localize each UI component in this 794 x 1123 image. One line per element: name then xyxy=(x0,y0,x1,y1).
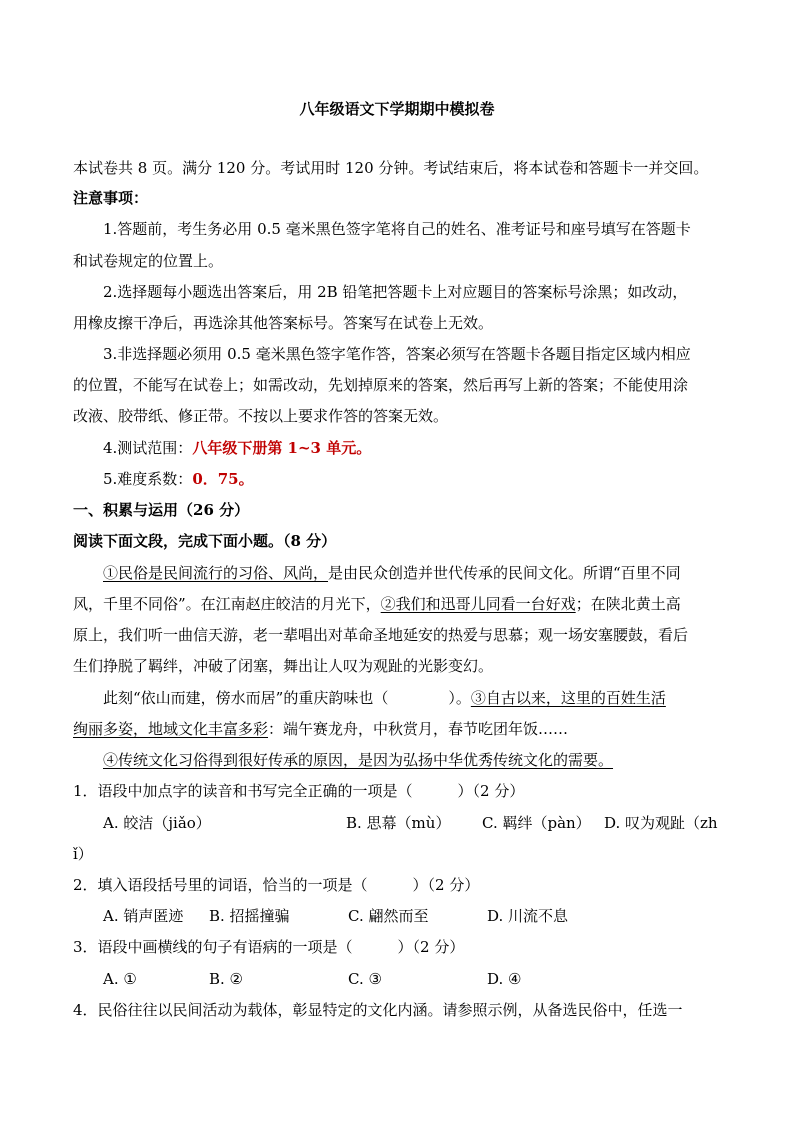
question-3: 3．语段中画横线的句子有语病的一项是（ ）（2 分） xyxy=(73,938,465,956)
notice-item-2-line-1: 2.选择题每小题选出答案后，用 2B 铅笔把答题卡上对应题目的答案标号涂黑；如改动， xyxy=(103,283,688,301)
question-3-option-a[interactable]: A. ① xyxy=(103,970,137,988)
passage-paragraph-1-line-3: 原上，我们听一曲信天游，老一辈唱出对革命圣地延安的热爱与思慕；观一场安塞腰鼓，看后 xyxy=(73,626,689,644)
question-2-option-a[interactable]: A. 销声匿迹 xyxy=(103,907,184,925)
question-2-option-c[interactable]: C. 翩然而至 xyxy=(348,907,429,925)
question-3-option-b[interactable]: B. ② xyxy=(209,970,244,988)
underlined-sentence-4: ④传统文化习俗得到很好传承的原因，是因为弘扬中华优秀传统文化的需要。 xyxy=(103,751,614,769)
question-1: 1．语段中加点字的读音和书写完全正确的一项是（ ）（2 分） xyxy=(73,782,525,800)
underlined-sentence-2: ②我们和迅哥儿同看一台好戏 xyxy=(380,595,576,613)
passage-paragraph-1-line-1 xyxy=(103,562,723,584)
notice-item-5 xyxy=(103,468,723,490)
notice-item-4-label: 4.测试范围： xyxy=(103,439,193,457)
test-scope-value: 八年级下册第 1~3 单元。 xyxy=(192,439,372,457)
notice-item-3-line-2: 的位置，不能写在试卷上；如需改动，先划掉原来的答案，然后再写上新的答案；不能使用涂 xyxy=(73,376,689,394)
question-1-option-d[interactable]: D. 叹为观趾（zh xyxy=(604,814,718,832)
question-2-option-b[interactable]: B. 招摇撞骗 xyxy=(209,907,290,925)
notice-item-3-line-1: 3.非选择题必须用 0.5 毫米黑色签字笔作答，答案必须写在答题卡各题目指定区域内相应 xyxy=(103,345,691,363)
underlined-sentence-3-cont: 绚丽多姿，地域文化丰富多彩 xyxy=(73,720,269,738)
section-1-subheading: 阅读下面文段，完成下面小题。（8 分） xyxy=(73,532,337,550)
question-4: 4．民俗往往以民间活动为载体，彰显特定的文化内涵。请参照示例，从备选民俗中，任选一 xyxy=(73,1001,683,1019)
difficulty-value: 0．75。 xyxy=(192,470,254,488)
notice-heading: 注意事项： xyxy=(73,189,149,207)
passage-paragraph-2-line-2 xyxy=(73,718,723,740)
passage-paragraph-2-line-1 xyxy=(103,687,723,709)
passage-text: 风，千里不同俗”。在江南赵庄皎洁的月光下， xyxy=(73,595,381,613)
notice-item-2-line-2: 用橡皮擦干净后，再选涂其他答案标号。答案写在试卷上无效。 xyxy=(73,314,494,332)
passage-paragraph-3 xyxy=(103,749,723,771)
passage-paragraph-1-line-4: 生们挣脱了羁绊，冲破了闭塞，舞出让人叹为观趾的光影变幻。 xyxy=(73,657,494,675)
question-1-option-a[interactable]: A. 皎洁（jiǎo） xyxy=(103,814,211,832)
notice-item-1-line-2: 和试卷规定的位置上。 xyxy=(73,252,224,270)
passage-paragraph-1-line-2 xyxy=(73,593,723,615)
page-title: 八年级语文下学期期中模拟卷 xyxy=(299,100,495,118)
notice-item-1-line-1: 1.答题前，考生务必用 0.5 毫米黑色签字笔将自己的姓名、准考证号和座号填写在答题卡 xyxy=(103,220,691,238)
passage-text: 是由民众创造并世代传承的民间文化。所谓“百里不同 xyxy=(328,564,681,582)
question-1-option-d-cont: ǐ） xyxy=(73,845,93,863)
notice-item-5-label: 5.难度系数： xyxy=(103,470,193,488)
question-2-option-d[interactable]: D. 川流不息 xyxy=(487,907,569,925)
underlined-sentence-3: ③自古以来，这里的百姓生活 xyxy=(470,689,666,707)
question-3-option-d[interactable]: D. ④ xyxy=(487,970,522,988)
notice-item-4 xyxy=(103,437,723,459)
notice-item-3-line-3: 改液、胶带纸、修正带。不按以上要求作答的答案无效。 xyxy=(73,407,449,425)
passage-text: ；在陕北黄土高 xyxy=(575,595,681,613)
section-1-heading: 一、积累与运用（26 分） xyxy=(73,501,250,519)
question-3-option-c[interactable]: C. ③ xyxy=(348,970,382,988)
question-1-option-c[interactable]: C. 羁绊（pàn） xyxy=(482,814,591,832)
underlined-sentence-1: ①民俗是民间流行的习俗、风尚， xyxy=(103,564,329,582)
intro-text: 本试卷共 8 页。满分 120 分。考试用时 120 分钟。考试结束后，将本试卷和答题卡一并交回。 xyxy=(73,159,709,177)
question-1-option-b[interactable]: B. 思幕（mù） xyxy=(346,814,451,832)
passage-text: 此刻“依山而建，傍水而居”的重庆韵味也（ ）。 xyxy=(103,689,471,707)
passage-text: ：端午赛龙舟，中秋赏月，春节吃团年饭…… xyxy=(268,720,569,738)
question-2: 2．填入语段括号里的词语，恰当的一项是（ ）（2 分） xyxy=(73,876,480,894)
